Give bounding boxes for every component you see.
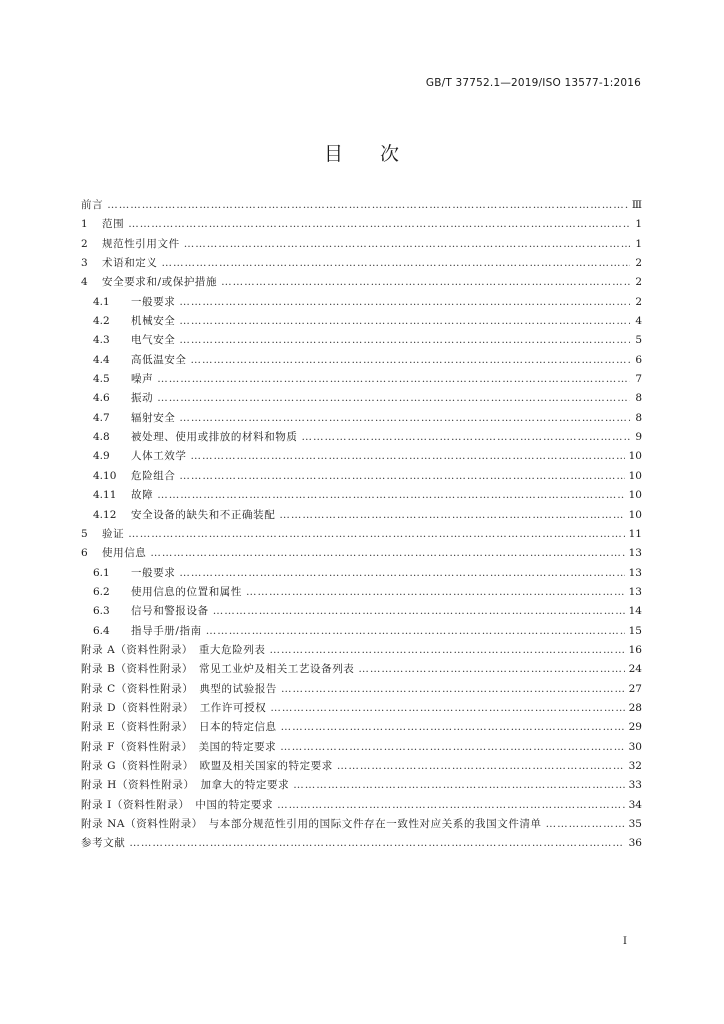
toc-entry-page: 10: [628, 489, 642, 502]
toc-leader-dots: [128, 528, 624, 540]
toc-entry-number: 6.2: [93, 585, 110, 598]
toc-entry-title: 附录 B（资料性附录） 常见工业炉及相关工艺设备列表: [81, 663, 355, 676]
toc-entry-page: 15: [628, 624, 642, 637]
toc-entry[interactable]: [81, 216, 642, 235]
toc-entry-number: 1: [81, 218, 88, 231]
toc-entry-number: 4.6: [93, 392, 110, 405]
toc-entry-title: 高低温安全: [131, 353, 187, 366]
toc-entry[interactable]: [81, 468, 642, 487]
toc-entry-title: 附录 C（资料性附录） 典型的试验报告: [81, 682, 278, 695]
toc-entry[interactable]: [81, 797, 642, 816]
toc-entry-page: 28: [628, 701, 642, 714]
toc-entry-page: 1: [635, 237, 642, 250]
toc-entry-number: 3: [81, 257, 88, 270]
toc-leader-dots: [302, 431, 631, 443]
toc-entry-page: 2: [635, 295, 642, 308]
table-of-contents: [81, 197, 642, 855]
toc-entry[interactable]: [81, 758, 642, 777]
toc-entry[interactable]: [81, 371, 642, 390]
toc-leader-dots: [157, 373, 630, 385]
toc-entry-title: 被处理、使用或排放的材料和物质: [131, 431, 298, 444]
toc-entry-page: 5: [635, 334, 642, 347]
toc-entry[interactable]: [81, 719, 642, 738]
toc-entry-page: 10: [628, 508, 642, 521]
toc-entry-page: 32: [628, 759, 642, 772]
toc-leader-dots: [179, 412, 630, 424]
toc-entry-page: 14: [628, 605, 642, 618]
toc-entry-title: 使用信息: [102, 547, 147, 560]
toc-entry-title: 验证: [102, 527, 125, 540]
toc-entry[interactable]: [81, 352, 642, 371]
toc-entry-title: 安全要求和/或保护措施: [102, 276, 218, 289]
toc-leader-dots: [213, 605, 625, 617]
toc-entry[interactable]: [81, 332, 642, 351]
toc-entry-page: 10: [628, 469, 642, 482]
page-number: Ⅰ: [623, 936, 627, 947]
toc-entry-title: 规范性引用文件: [102, 237, 180, 250]
toc-entry[interactable]: [81, 681, 642, 700]
title-part-1: 目: [323, 143, 344, 165]
toc-leader-dots: [277, 799, 624, 811]
toc-leader-dots: [546, 818, 625, 830]
toc-leader-dots: [157, 392, 630, 404]
toc-entry[interactable]: [81, 236, 642, 255]
toc-entry-page: 35: [628, 818, 642, 830]
toc-entry[interactable]: [81, 294, 642, 313]
toc-entry-page: 13: [628, 585, 642, 598]
toc-entry-number: 6: [81, 547, 88, 560]
toc-leader-dots: [179, 334, 630, 346]
toc-entry[interactable]: [81, 777, 642, 796]
toc-leader-dots: [269, 644, 624, 656]
standard-code: GB/T 37752.1—2019/ISO 13577-1:2016: [425, 77, 641, 89]
toc-entry[interactable]: [81, 313, 642, 332]
toc-entry-title: 人体工效学: [131, 450, 187, 463]
toc-entry-page: 33: [628, 779, 642, 792]
toc-entry-page: 7: [635, 373, 642, 386]
toc-entry-page: 8: [635, 411, 642, 424]
toc-entry-page: 30: [628, 740, 642, 753]
toc-entry-title: 使用信息的位置和属性: [131, 585, 242, 598]
toc-entry-title: 术语和定义: [102, 257, 158, 270]
toc-leader-dots: [184, 238, 630, 250]
toc-entry-title: 噪声: [131, 373, 154, 386]
toc-entry-number: 4.4: [93, 353, 110, 366]
toc-entry-title: 附录 E（资料性附录） 日本的特定信息: [81, 721, 277, 734]
toc-entry-number: 6.4: [93, 624, 110, 637]
toc-entry[interactable]: [81, 661, 642, 680]
toc-entry-title: 辐射安全: [131, 411, 176, 424]
toc-entry[interactable]: [81, 816, 642, 835]
toc-entry[interactable]: [81, 487, 642, 506]
toc-entry-title: 一般要求: [131, 566, 176, 579]
toc-entry-title: 附录 F（资料性附录） 美国的特定要求: [81, 740, 277, 753]
toc-entry-page: 24: [628, 663, 642, 676]
toc-entry-title: 振动: [131, 392, 154, 405]
toc-entry[interactable]: [81, 700, 642, 719]
toc-entry-number: 4.9: [93, 450, 110, 463]
toc-entry-title: 范围: [102, 218, 125, 231]
toc-entry-title: 安全设备的缺失和不正确装配: [131, 508, 276, 521]
toc-leader-dots: [246, 586, 625, 598]
toc-entry-page: 16: [628, 643, 642, 656]
toc-leader-dots: [107, 199, 628, 211]
toc-leader-dots: [128, 218, 630, 230]
toc-entry-title: 危险组合: [131, 469, 176, 482]
toc-leader-dots: [179, 567, 624, 579]
toc-entry-page: 9: [635, 431, 642, 444]
toc-entry-title: 附录 I（资料性附录） 中国的特定要求: [81, 798, 274, 811]
toc-leader-dots: [337, 760, 625, 772]
toc-entry-page: 4: [635, 315, 642, 328]
toc-leader-dots: [221, 276, 630, 288]
toc-entry-number: 4.5: [93, 373, 110, 386]
toc-entry-page: Ⅲ: [631, 199, 642, 211]
toc-entry[interactable]: [81, 274, 642, 293]
toc-entry[interactable]: [81, 565, 642, 584]
toc-leader-dots: [157, 489, 624, 501]
toc-entry-number: 4.12: [93, 508, 117, 521]
toc-entry-title: 附录 G（资料性附录） 欧盟及相关国家的特定要求: [81, 759, 333, 772]
toc-entry-number: 4.11: [93, 489, 117, 502]
toc-entry-number: 4.3: [93, 334, 110, 347]
toc-leader-dots: [179, 315, 630, 327]
toc-entry-page: 2: [635, 276, 642, 289]
toc-leader-dots: [280, 741, 624, 753]
toc-entry[interactable]: [81, 642, 642, 661]
toc-entry[interactable]: [81, 197, 642, 216]
toc-entry-number: 6.1: [93, 566, 110, 579]
toc-entry-title: 机械安全: [131, 315, 176, 328]
toc-entry-number: 4.1: [93, 295, 110, 308]
toc-leader-dots: [179, 296, 630, 308]
toc-entry-page: 27: [628, 682, 642, 695]
toc-leader-dots: [150, 547, 624, 559]
toc-entry[interactable]: [81, 584, 642, 603]
toc-leader-dots: [279, 509, 624, 521]
toc-entry-title: 前言: [81, 199, 104, 211]
toc-entry-page: 8: [635, 392, 642, 405]
page-title: [0, 139, 724, 166]
toc-entry-title: 附录 H（资料性附录） 加拿大的特定要求: [81, 779, 290, 792]
toc-entry-page: 13: [628, 566, 642, 579]
toc-entry[interactable]: [81, 448, 642, 467]
toc-entry[interactable]: [81, 739, 642, 758]
toc-leader-dots: [179, 470, 624, 482]
toc-leader-dots: [270, 702, 624, 714]
toc-entry-page: 1: [635, 218, 642, 231]
toc-entry-number: 4.8: [93, 431, 110, 444]
toc-leader-dots: [358, 663, 624, 675]
toc-entry-title: 附录 A（资料性附录） 重大危险列表: [81, 643, 266, 656]
toc-entry[interactable]: [81, 545, 642, 564]
toc-entry[interactable]: [81, 410, 642, 429]
toc-leader-dots: [129, 837, 624, 849]
toc-entry-title: 参考文献: [81, 837, 126, 850]
toc-leader-dots: [206, 625, 625, 637]
toc-leader-dots: [191, 450, 625, 462]
toc-entry-title: 信号和警报设备: [131, 605, 209, 618]
toc-entry-page: 11: [628, 527, 642, 540]
toc-entry[interactable]: [81, 623, 642, 642]
toc-entry[interactable]: [81, 526, 642, 545]
toc-entry-title: 故障: [131, 489, 154, 502]
toc-entry-number: 4: [81, 276, 88, 289]
toc-entry[interactable]: [81, 429, 642, 448]
toc-entry-page: 10: [628, 450, 642, 463]
toc-entry[interactable]: [81, 507, 642, 526]
toc-entry-title: 附录 D（资料性附录） 工作许可授权: [81, 701, 267, 714]
toc-leader-dots: [281, 721, 625, 733]
toc-entry[interactable]: [81, 390, 642, 409]
toc-entry[interactable]: [81, 603, 642, 622]
toc-entry-page: 6: [635, 353, 642, 366]
toc-entry-page: 36: [628, 837, 642, 850]
toc-leader-dots: [281, 683, 625, 695]
toc-entry[interactable]: [81, 835, 642, 854]
toc-leader-dots: [293, 779, 624, 791]
toc-entry-page: 2: [635, 257, 642, 270]
toc-entry-title: 指导手册/指南: [131, 624, 202, 637]
toc-entry[interactable]: [81, 255, 642, 274]
toc-leader-dots: [191, 354, 631, 366]
toc-entry-number: 2: [81, 237, 88, 250]
toc-leader-dots: [162, 257, 631, 269]
toc-entry-title: 电气安全: [131, 334, 176, 347]
toc-entry-page: 13: [628, 547, 642, 560]
toc-entry-page: 34: [628, 798, 642, 811]
toc-entry-page: 29: [628, 721, 642, 734]
toc-entry-title: 附录 NA（资料性附录） 与本部分规范性引用的国际文件存在一致性对应关系的我国文件清单: [81, 818, 542, 830]
toc-entry-title: 一般要求: [131, 295, 176, 308]
title-part-2: 次: [380, 143, 401, 165]
toc-entry-number: 4.10: [93, 469, 117, 482]
toc-entry-number: 4.2: [93, 315, 110, 328]
toc-entry-number: 4.7: [93, 411, 110, 424]
toc-entry-number: 6.3: [93, 605, 110, 618]
toc-entry-number: 5: [81, 527, 88, 540]
